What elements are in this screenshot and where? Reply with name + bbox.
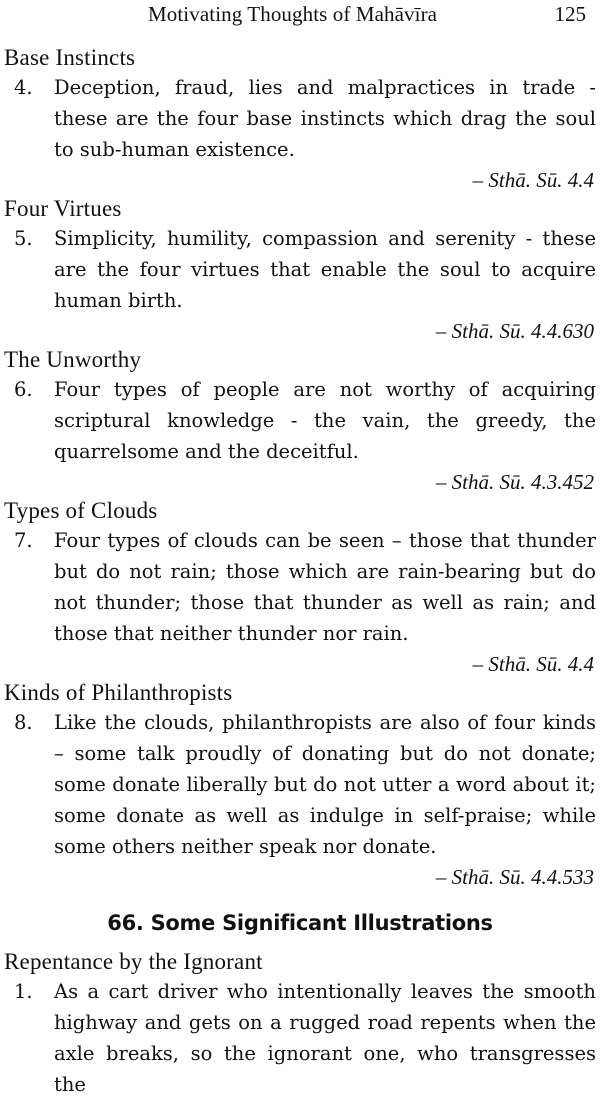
entry-text: Simplicity, humility, compassion and serenity - these are the four virtues that enable the soul to acquire human birth. [54,227,596,312]
entry-number: 7. [14,529,33,552]
entry-number: 8. [14,711,33,734]
thought-heading: Kinds of Philanthropists [4,680,233,705]
thought-block-types-of-clouds [4,497,596,679]
thought-block-base-instincts [4,44,596,195]
running-header [0,2,600,28]
page-content [4,44,596,1100]
entry-number: 4. [14,76,33,99]
citation: – Sthā. Sū. 4.3.452 [435,470,594,494]
citation: – Sthā. Sū. 4.4.533 [435,865,594,889]
thought-entry [4,707,596,862]
thought-block-four-virtues [4,195,596,346]
citation: – Sthā. Sū. 4.4 [472,168,594,192]
entry-text: As a cart driver who intentionally leaves the smooth highway and gets on a rugged road repents when the axle breaks, so the ignorant one, who transgresses the [54,980,596,1096]
thought-block-the-unworthy [4,346,596,497]
thought-entry [4,525,596,649]
thought-block-kinds-of-philanthropists [4,679,596,892]
thought-heading: Base Instincts [4,45,136,70]
thought-entry [4,374,596,467]
entry-text: Like the clouds, philanthropists are also of four kinds – some talk proudly of donating but do not donate; some donate liberally but do not utter a word about it; some donate as well as indulge in self-praise; while some others neither speak nor donate. [54,711,596,858]
citation: – Sthā. Sū. 4.4.630 [435,319,594,343]
thought-heading: The Unworthy [4,347,142,372]
entry-number: 6. [14,378,33,401]
thought-heading: Four Virtues [4,196,122,221]
thought-block-repentance-by-the-ignorant [4,948,596,1100]
entry-text: Four types of clouds can be seen – those that thunder but do not rain; those which are rain-bearing but do not thunder; those that thunder as well as rain; and those that neither thunder nor rain. [54,529,596,645]
entry-number: 5. [14,227,33,250]
thought-heading: Types of Clouds [4,498,158,523]
entry-text: Deception, fraud, lies and malpractices in trade - these are the four base instincts which drag the soul to sub-human existence. [54,76,596,161]
section-title: 66. Some Significant Illustrations [107,911,493,935]
entry-number: 1. [14,980,33,1003]
thought-entry [4,976,596,1100]
entry-text: Four types of people are not worthy of acquiring scriptural knowledge - the vain, the greedy, the quarrelsome and the deceitful. [54,378,596,463]
page-number: 125 [554,2,586,26]
thought-entry [4,72,596,165]
thought-heading: Repentance by the Ignorant [4,949,263,974]
running-title: Motivating Thoughts of Mahāvīra [148,2,438,26]
thought-entry [4,223,596,316]
citation: – Sthā. Sū. 4.4 [472,652,594,676]
